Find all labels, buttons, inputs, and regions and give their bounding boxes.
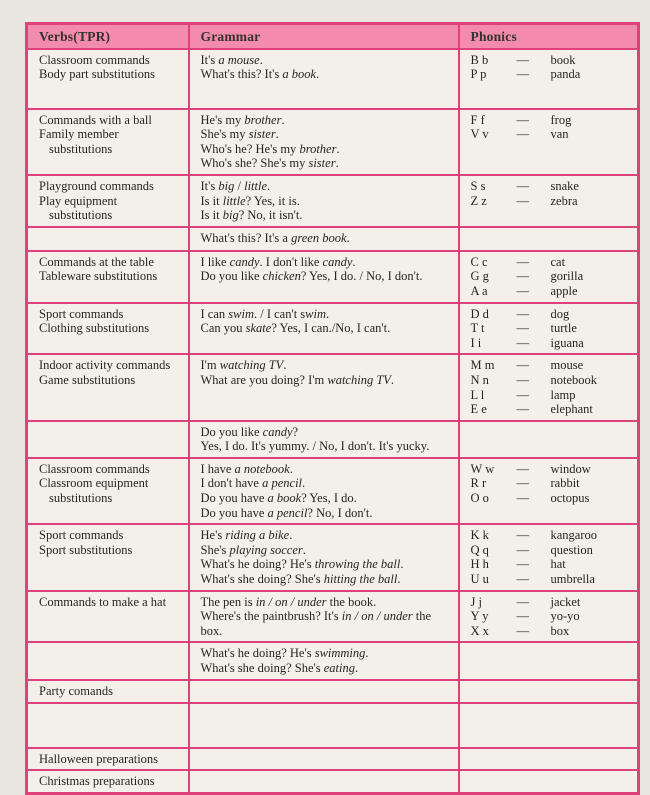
- phonics-entry: [471, 67, 633, 82]
- grammar-line: I have a notebook.: [200, 461, 293, 476]
- grammar-line: What's she doing? She's eating.: [200, 661, 359, 675]
- grammar-line: What's he doing? He's swimming.: [200, 646, 369, 661]
- grammar-line: Do you have a book? Yes, I do.: [200, 491, 357, 506]
- phonics-dash: —: [516, 572, 529, 587]
- phonics-letters: E e: [470, 402, 487, 417]
- verbs-line: Family member substitutions: [39, 127, 119, 156]
- phonics-dash: —: [516, 476, 529, 491]
- verbs-line: Classroom commands: [39, 52, 150, 67]
- grammar-cell: [189, 524, 459, 590]
- grammar-line: Who's she? She's my sister.: [200, 156, 339, 171]
- phonics-letters: G g: [470, 269, 489, 284]
- phonics-letters: L l: [470, 387, 485, 402]
- verbs-cell: [27, 591, 189, 643]
- phonics-letters: A a: [470, 283, 488, 298]
- curriculum-table: [25, 22, 640, 795]
- phonics-dash: —: [516, 67, 529, 82]
- verbs-line: Clothing substitutions: [39, 321, 150, 336]
- phonics-word: apple: [550, 283, 578, 298]
- table-row: [27, 251, 639, 303]
- verbs-cell: [27, 49, 189, 109]
- phonics-entry: [471, 194, 633, 209]
- phonics-cell: [459, 227, 639, 251]
- grammar-cell: [189, 251, 459, 303]
- phonics-letters: Z z: [470, 193, 487, 208]
- phonics-word: yo-yo: [550, 609, 580, 624]
- phonics-word: window: [550, 461, 591, 476]
- phonics-dash: —: [516, 254, 529, 269]
- phonics-dash: —: [516, 52, 529, 67]
- phonics-entry: [471, 595, 633, 610]
- phonics-word: frog: [550, 112, 572, 127]
- phonics-entry: [471, 358, 633, 373]
- phonics-word: turtle: [550, 321, 577, 336]
- grammar-line: He's my brother.: [200, 112, 285, 127]
- phonics-entry: [471, 127, 633, 142]
- phonics-cell: [459, 251, 639, 303]
- phonics-word: hat: [550, 557, 566, 572]
- grammar-cell: [189, 458, 459, 524]
- verbs-line: Classroom commands: [39, 461, 150, 476]
- phonics-word: notebook: [550, 372, 598, 387]
- grammar-cell: [189, 591, 459, 643]
- phonics-entry: [471, 476, 633, 491]
- table-body: [27, 49, 639, 794]
- table-row: [27, 642, 639, 679]
- phonics-word: snake: [550, 178, 579, 193]
- phonics-letters: J j: [470, 594, 482, 609]
- verbs-line: Commands at the table: [39, 254, 154, 269]
- phonics-letters: S s: [470, 178, 486, 193]
- verbs-line: Game substitutions: [39, 372, 136, 387]
- grammar-line: Where's the paintbrush? It's in / on / under the box.: [200, 609, 432, 638]
- phonics-entry: [471, 572, 633, 587]
- verbs-line: Classroom equipment substitutions: [39, 476, 149, 506]
- verbs-cell: [27, 703, 189, 748]
- grammar-cell: [189, 303, 459, 355]
- table-row: [27, 680, 639, 703]
- verbs-line: Body part substitutions: [39, 67, 155, 82]
- phonics-letters: Y y: [470, 609, 489, 624]
- verbs-line: Party comands: [39, 683, 113, 698]
- phonics-entry: [471, 543, 633, 558]
- header-row: [27, 24, 639, 49]
- phonics-letters: F f: [470, 112, 485, 127]
- phonics-entry: [471, 624, 633, 639]
- phonics-cell: [459, 680, 639, 703]
- grammar-line: What's this? It's a book.: [200, 67, 320, 82]
- phonics-letters: W w: [470, 461, 495, 476]
- phonics-dash: —: [516, 321, 529, 336]
- grammar-line: Do you like candy?: [200, 424, 299, 439]
- phonics-cell: [459, 642, 639, 679]
- table-row: [27, 591, 639, 643]
- grammar-line: Is it big? No, it isn't.: [200, 208, 303, 223]
- verbs-cell: [27, 770, 189, 793]
- phonics-word: zebra: [550, 193, 578, 208]
- phonics-entry: [471, 609, 633, 624]
- phonics-letters: R r: [470, 476, 487, 491]
- table-row: [27, 524, 639, 590]
- grammar-line: It's big / little.: [200, 178, 271, 193]
- phonics-cell: [459, 770, 639, 793]
- phonics-letters: Q q: [470, 542, 489, 557]
- phonics-cell: [459, 458, 639, 524]
- grammar-cell: [189, 175, 459, 227]
- grammar-line: Who's he? He's my brother.: [200, 141, 340, 156]
- verbs-cell: [27, 421, 189, 458]
- verbs-cell: [27, 680, 189, 703]
- verbs-line: Commands with a ball: [39, 112, 152, 127]
- verbs-line: Playground commands: [39, 178, 154, 193]
- phonics-cell: [459, 303, 639, 355]
- phonics-dash: —: [516, 127, 529, 142]
- table-row: [27, 49, 639, 109]
- verbs-cell: [27, 109, 189, 175]
- grammar-line: Is it little? Yes, it is.: [200, 193, 300, 208]
- verbs-cell: [27, 227, 189, 251]
- grammar-line: I'm watching TV.: [200, 358, 287, 373]
- phonics-entry: [471, 462, 633, 477]
- phonics-entry: [471, 269, 633, 284]
- phonics-letters: O o: [470, 491, 489, 506]
- verbs-cell: [27, 303, 189, 355]
- phonics-dash: —: [516, 402, 529, 417]
- grammar-line: She's playing soccer.: [200, 542, 306, 557]
- grammar-line: Can you skate? Yes, I can./No, I can't.: [200, 321, 391, 336]
- phonics-dash: —: [516, 387, 529, 402]
- phonics-entry: [471, 255, 633, 270]
- phonics-entry: [471, 388, 633, 403]
- grammar-line: What are you doing? I'm watching TV.: [200, 372, 395, 387]
- phonics-word: gorilla: [550, 269, 584, 284]
- phonics-letters: P p: [470, 67, 487, 82]
- phonics-dash: —: [516, 358, 529, 373]
- phonics-cell: [459, 175, 639, 227]
- phonics-letters: U u: [470, 572, 489, 587]
- phonics-word: panda: [550, 67, 581, 82]
- grammar-line: What's he doing? He's throwing the ball.: [200, 557, 404, 572]
- phonics-word: octopus: [550, 491, 590, 506]
- phonics-word: cat: [550, 254, 566, 269]
- grammar-cell: [189, 421, 459, 458]
- phonics-word: iguana: [550, 335, 584, 350]
- grammar-line: He's riding a bike.: [200, 528, 293, 543]
- phonics-dash: —: [516, 283, 529, 298]
- table-row: [27, 748, 639, 771]
- verbs-line: Sport substitutions: [39, 542, 133, 557]
- verbs-cell: [27, 458, 189, 524]
- grammar-cell: [189, 49, 459, 109]
- phonics-letters: H h: [470, 557, 489, 572]
- phonics-cell: [459, 49, 639, 109]
- phonics-entry: [471, 284, 633, 299]
- phonics-cell: [459, 109, 639, 175]
- grammar-cell: [189, 770, 459, 793]
- verbs-line: Play equipment substitutions: [39, 193, 118, 223]
- grammar-cell: [189, 680, 459, 703]
- phonics-word: mouse: [550, 358, 584, 373]
- phonics-letters: I i: [470, 335, 482, 350]
- grammar-line: I like candy. I don't like candy.: [200, 254, 356, 269]
- phonics-word: van: [550, 127, 569, 142]
- phonics-dash: —: [516, 335, 529, 350]
- phonics-dash: —: [516, 594, 529, 609]
- grammar-line: What's this? It's a green book.: [200, 230, 350, 245]
- phonics-word: box: [550, 623, 570, 638]
- phonics-word: elephant: [550, 402, 593, 417]
- phonics-entry: [471, 528, 633, 543]
- phonics-entry: [471, 307, 633, 322]
- grammar-cell: [189, 703, 459, 748]
- phonics-dash: —: [516, 557, 529, 572]
- phonics-cell: [459, 354, 639, 420]
- phonics-entry: [471, 53, 633, 68]
- phonics-letters: T t: [470, 321, 485, 336]
- phonics-letters: B b: [470, 52, 489, 67]
- phonics-word: dog: [550, 306, 570, 321]
- phonics-dash: —: [516, 193, 529, 208]
- verbs-cell: [27, 354, 189, 420]
- phonics-entry: [471, 179, 633, 194]
- phonics-letters: K k: [470, 528, 489, 543]
- grammar-line: Do you have a pencil? No, I don't.: [200, 505, 373, 520]
- phonics-entry: [471, 373, 633, 388]
- table-row: [27, 703, 639, 748]
- verbs-line: Sport commands: [39, 306, 124, 321]
- grammar-cell: [189, 354, 459, 420]
- phonics-dash: —: [516, 528, 529, 543]
- grammar-cell: [189, 642, 459, 679]
- verbs-cell: [27, 524, 189, 590]
- phonics-entry: [471, 336, 633, 351]
- phonics-word: question: [550, 542, 593, 557]
- phonics-entry: [471, 557, 633, 572]
- phonics-dash: —: [516, 542, 529, 557]
- verbs-line: Halloween preparations: [39, 751, 159, 766]
- phonics-dash: —: [516, 491, 529, 506]
- grammar-line: It's a mouse.: [200, 52, 263, 67]
- grammar-cell: [189, 227, 459, 251]
- grammar-line: She's my sister.: [200, 127, 279, 142]
- phonics-dash: —: [516, 306, 529, 321]
- grammar-line: I don't have a pencil.: [200, 476, 306, 491]
- table-row: [27, 303, 639, 355]
- phonics-entry: [471, 402, 633, 417]
- table-row: [27, 770, 639, 793]
- table-row: [27, 227, 639, 251]
- phonics-entry: [471, 491, 633, 506]
- table-row: [27, 458, 639, 524]
- phonics-dash: —: [516, 609, 529, 624]
- phonics-letters: C c: [470, 254, 488, 269]
- verbs-line: Sport commands: [39, 528, 124, 543]
- grammar-line: Yes, I do. It's yummy. / No, I don't. It's yucky.: [200, 439, 430, 454]
- verbs-cell: [27, 251, 189, 303]
- phonics-cell: [459, 421, 639, 458]
- phonics-cell: [459, 748, 639, 771]
- verbs-cell: [27, 642, 189, 679]
- verbs-line: Commands to make a hat: [39, 594, 167, 609]
- phonics-letters: N n: [470, 372, 489, 387]
- grammar-line: What's she doing? She's hitting the ball.: [200, 572, 401, 587]
- grammar-line: I can swim. / I can't swim.: [200, 306, 330, 321]
- phonics-word: rabbit: [550, 476, 580, 491]
- grammar-cell: [189, 109, 459, 175]
- phonics-dash: —: [516, 178, 529, 193]
- header-phonics: Phonics: [459, 24, 639, 49]
- verbs-line: Christmas preparations: [39, 774, 155, 789]
- phonics-letters: V v: [470, 127, 489, 142]
- header-verbs: Verbs(TPR): [27, 24, 189, 49]
- verbs-line: Tableware substitutions: [39, 269, 158, 284]
- phonics-entry: [471, 113, 633, 128]
- phonics-word: umbrella: [550, 572, 595, 587]
- verbs-cell: [27, 748, 189, 771]
- phonics-dash: —: [516, 623, 529, 638]
- phonics-word: kangaroo: [550, 528, 598, 543]
- phonics-entry: [471, 321, 633, 336]
- phonics-word: book: [550, 52, 576, 67]
- verbs-line: Indoor activity commands: [39, 358, 171, 373]
- phonics-dash: —: [516, 461, 529, 476]
- grammar-cell: [189, 748, 459, 771]
- phonics-cell: [459, 703, 639, 748]
- table-row: [27, 109, 639, 175]
- phonics-word: jacket: [550, 594, 581, 609]
- phonics-dash: —: [516, 269, 529, 284]
- phonics-letters: D d: [470, 306, 489, 321]
- phonics-cell: [459, 591, 639, 643]
- phonics-word: lamp: [550, 387, 576, 402]
- phonics-cell: [459, 524, 639, 590]
- header-grammar: Grammar: [189, 24, 459, 49]
- table-row: [27, 175, 639, 227]
- grammar-line: The pen is in / on / under the book.: [200, 594, 377, 609]
- table-row: [27, 354, 639, 420]
- phonics-dash: —: [516, 112, 529, 127]
- grammar-line: Do you like chicken? Yes, I do. / No, I don't.: [200, 269, 423, 284]
- phonics-dash: —: [516, 372, 529, 387]
- verbs-cell: [27, 175, 189, 227]
- table-row: [27, 421, 639, 458]
- phonics-letters: X x: [470, 623, 489, 638]
- phonics-letters: M m: [470, 358, 495, 373]
